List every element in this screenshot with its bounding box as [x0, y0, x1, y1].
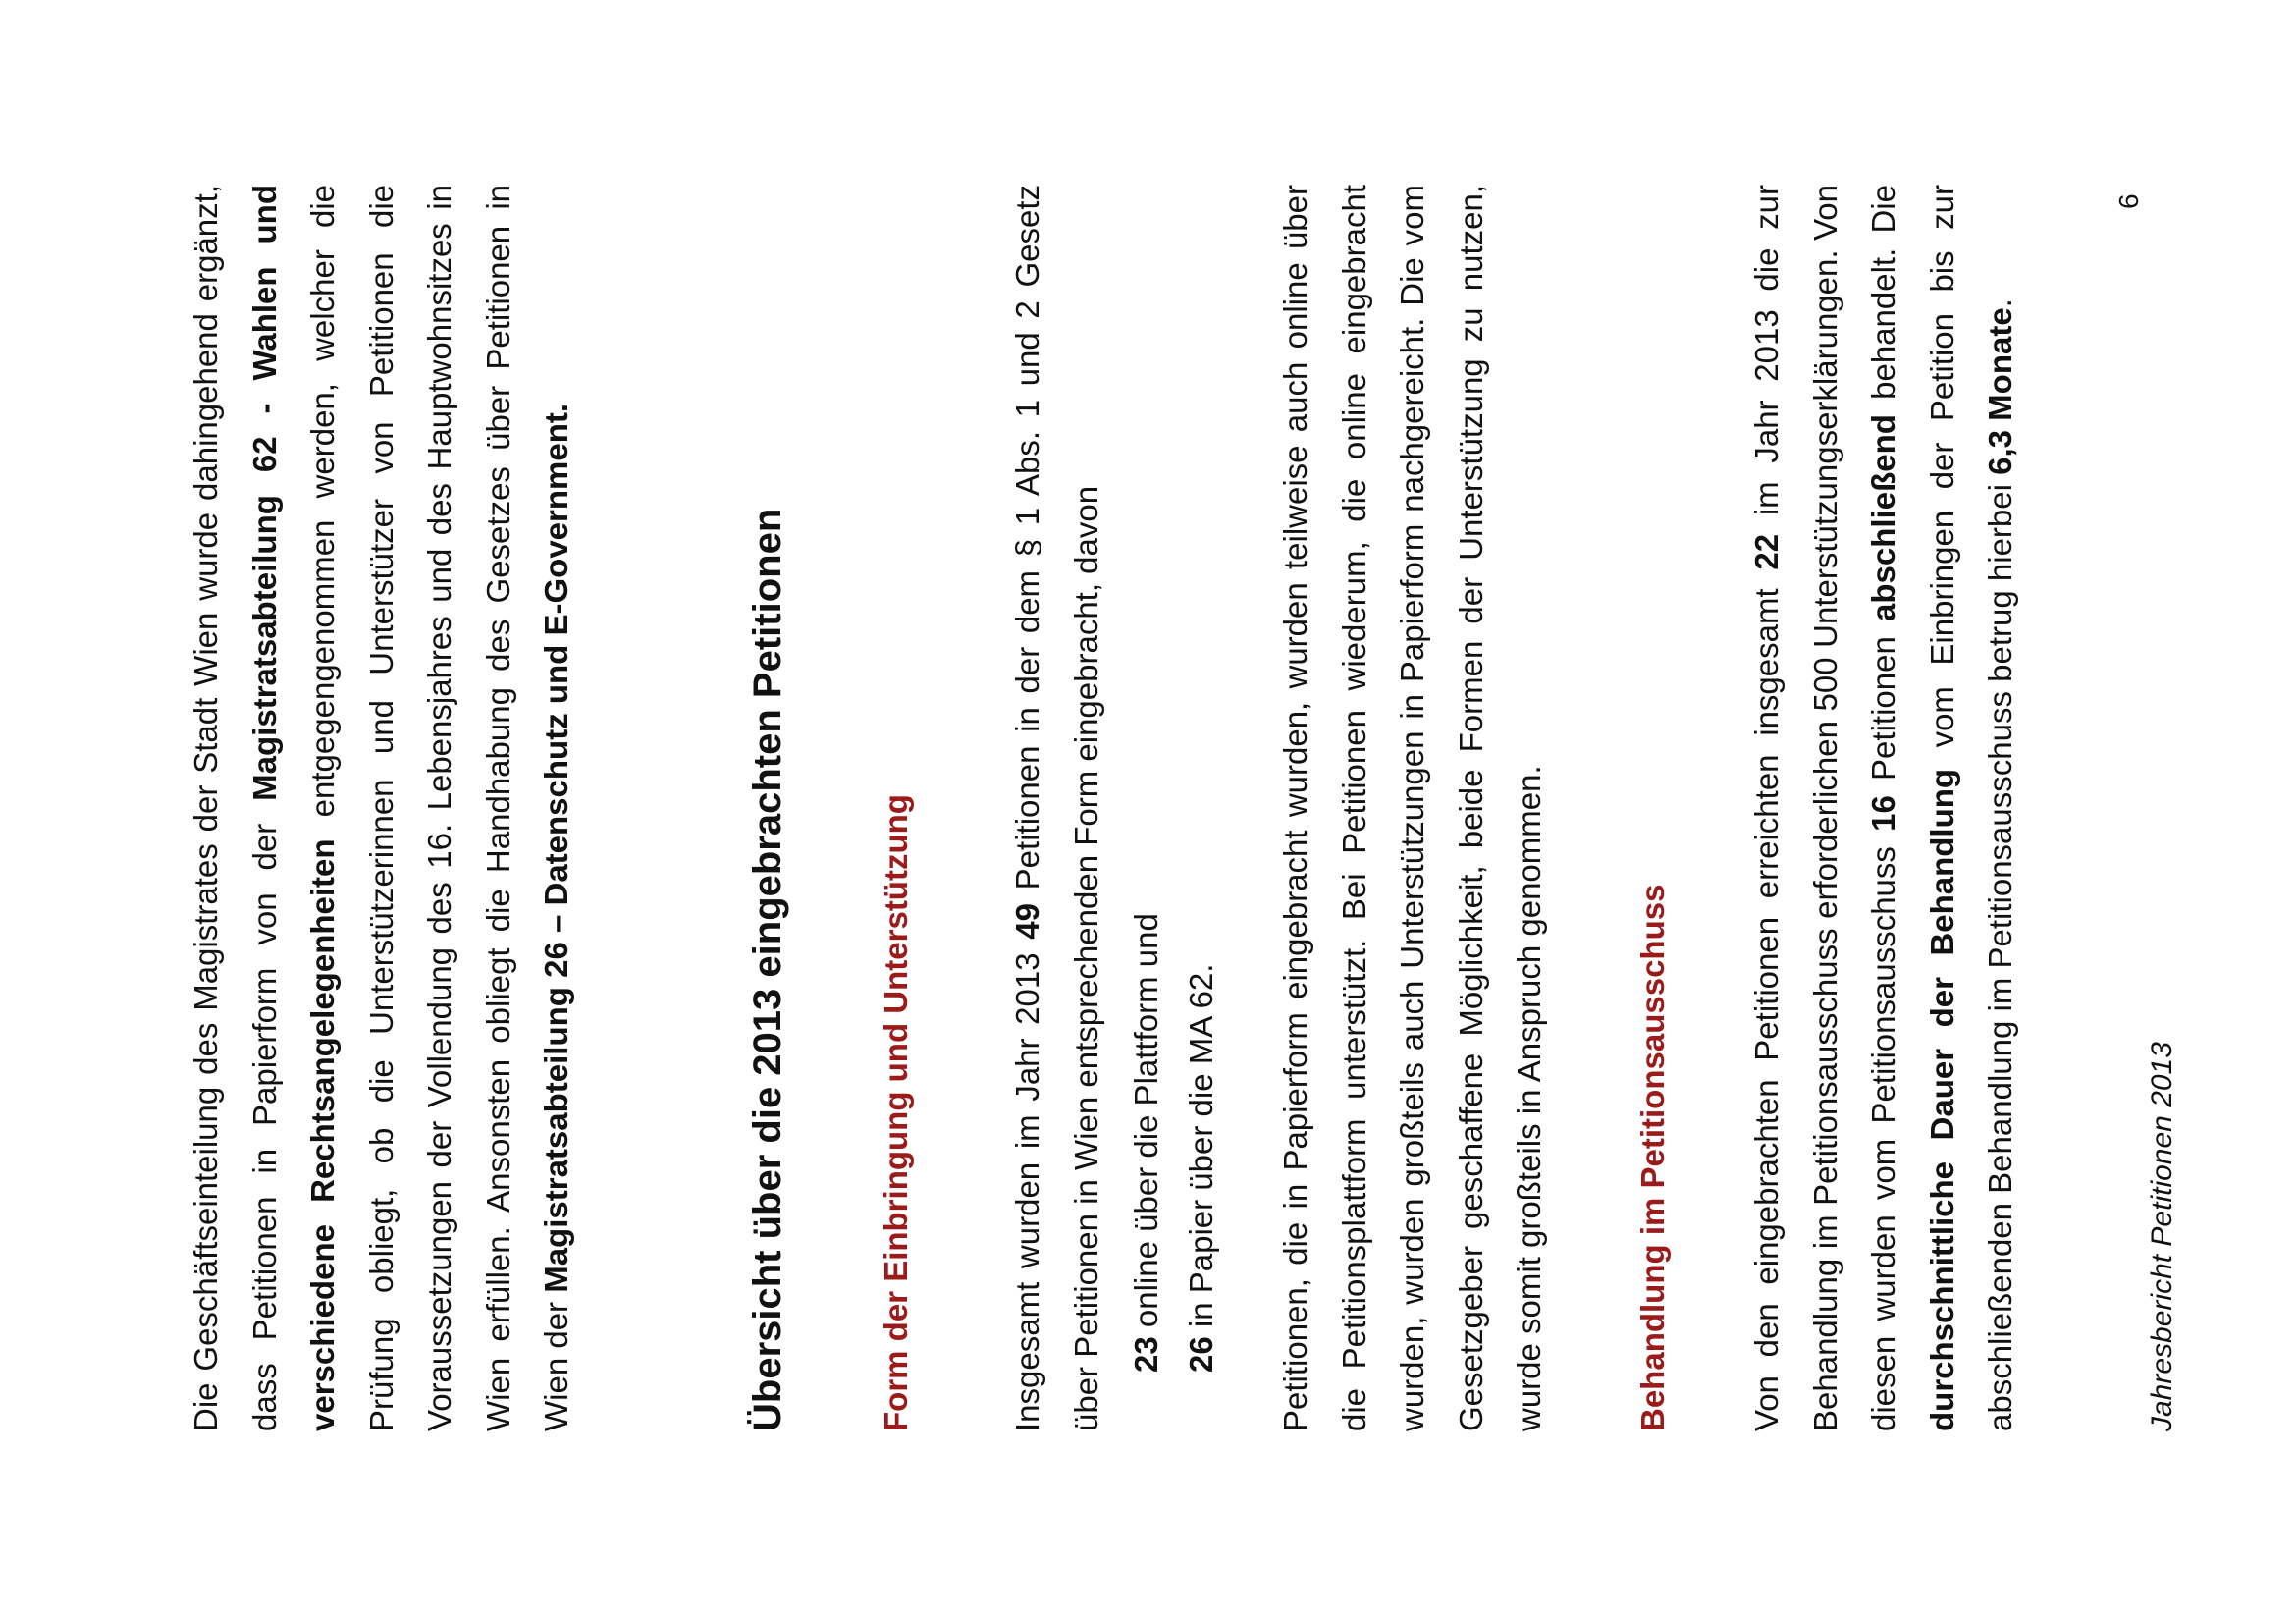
main-heading-block: [743, 185, 792, 1431]
einbringung-paragraph: Insgesamt wurden im Jahr 2013 49 Petitionen in der dem § 1 Abs. 1 und 2 Gesetz über Petitionen in Wien entsprechenden Form eingebracht, davon: [1009, 185, 1104, 1431]
footer-title: Jahresbericht Petitionen 2013: [2146, 1042, 2178, 1431]
section-heading-behandlung: Behandlung im Petitionsausschuss: [1634, 884, 1671, 1431]
main-heading: Übersicht über die 2013 eingebrachten Petitionen: [746, 508, 789, 1431]
intro-paragraph: Die Geschäftseinteilung des Magistrates der Stadt Wien wurde dahingehend ergänzt, dass Petitionen in Papierform von der Magistratsabteilung 62 - Wahlen und verschiedene Rechtsangelegenheiten entgegengenommen werden, welcher die Prüfung obliegt, ob die Unterstützerinnen und Unterstützer von Petitionen die Voraussetzungen der Vollendung des 16. Lebensjahres und des Hauptwohnsitzes in Wien erfüllen. Ansonsten obliegt die Handhabung des Gesetzes über Petitionen in Wien der Magistratsabteilung 26 – Datenschutz und E-Government.: [187, 185, 574, 1431]
page-number: 6: [2113, 193, 2144, 209]
section-heading-einbringung: Form der Einbringung und Unterstützung: [878, 794, 914, 1431]
section-behandlung: [1633, 185, 1673, 1431]
behandlung-paragraph: Von den eingebrachten Petitionen erreichten insgesamt 22 im Jahr 2013 die zur Behandlung im Petitionsausschuss erforderlichen 500 Unterstützungserklärungen. Von diesen wurden vom Petitionsausschuss 16 Petitionen abschließend behandelt. Die durchschnittliche Dauer der Behandlung vom Einbringen der Petition bis zur abschließenden Behandlung im Petitionsausschuss betrug hierbei 6,3 Monate.: [1748, 185, 2018, 1431]
einbringung-list: [1119, 185, 1229, 1431]
list-item: 23 online über die Plattform und: [1128, 913, 1164, 1373]
section-form-einbringung: [877, 185, 916, 1431]
ma62-bold: Magistratsabteilung 62 - Wahlen und verschiedene Rechtsangelegenheiten: [245, 185, 341, 1431]
ma26-bold: Magistratsabteilung 26 – Datenschutz und E-Government.: [538, 403, 574, 1293]
unterstuetzung-paragraph: Petitionen, die in Papierform eingebracht wurden, wurden teilweise auch online über die Petitionsplattform unterstützt. Bei Petitionen wiederum, die online eingebracht wurden, wurden großteils auch Unterstützungen in Papierform nachgereicht. Die vom Gesetzgeber geschaffene Möglichkeit, beide Formen der Unterstützung zu nutzen, wurde somit großteils in Anspruch genommen.: [1277, 185, 1547, 1431]
list-item: 26 in Papier über die MA 62.: [1183, 963, 1219, 1373]
